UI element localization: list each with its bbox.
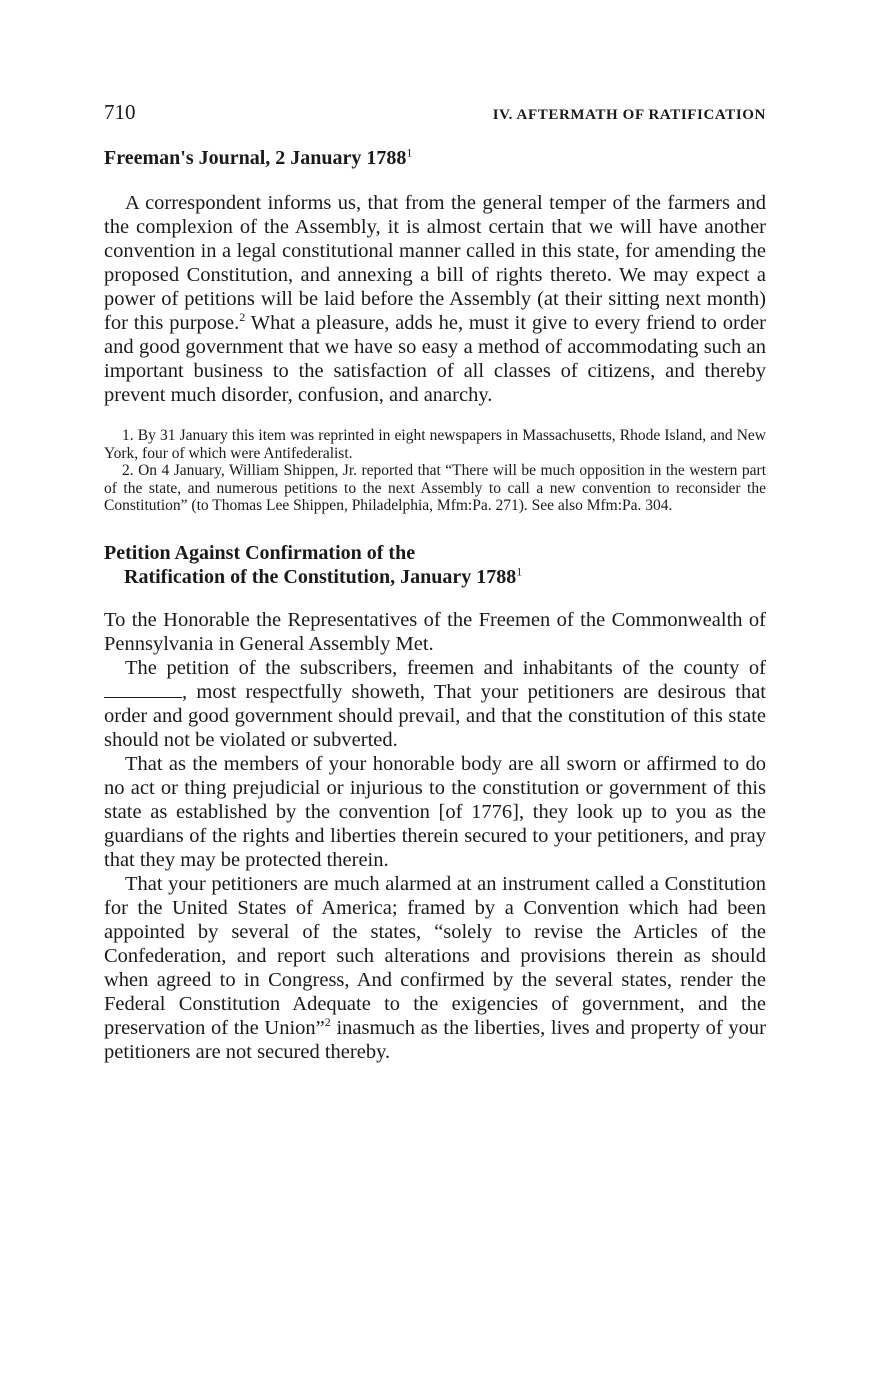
body-text-part: The petition of the subscribers, freemen and inhabitants of the county of: [125, 656, 766, 679]
footnote-ref: 1: [406, 145, 413, 160]
document-page: [104, 100, 766, 1064]
title-line-1: Petition Against Confirmation of the: [104, 541, 416, 564]
county-blank-line: [104, 683, 182, 698]
body-text-part: , most respectfully showeth, That your petitioners are desirous that order and good government should prevail, and that the constitution of this state should not be violated or subverted.: [104, 680, 766, 751]
article-title-text: Freeman's Journal, 2 January 1788: [104, 147, 407, 169]
footnote-ref: 2: [239, 310, 246, 325]
body-text-part: What a pleasure, adds he, must it give to every friend to order and good government that we have so easy a method of accommodating such an important business to the satisfaction of all classes of citizens, and thereby prevent much disorder, confusion, and anarchy.: [104, 312, 766, 406]
footnote-ref: 1: [516, 564, 523, 579]
petition-paragraph-1: [104, 656, 766, 752]
footnotes: [104, 427, 766, 515]
petition-paragraph-3: [104, 872, 766, 1064]
footnote-1: 1. By 31 January this item was reprinted in eight newspapers in Massachusetts, Rhode Island, and New York, four of which were Antifederalist.: [104, 427, 766, 462]
petition-paragraph-2: That as the members of your honorable body are all sworn or affirmed to do no act or thing prejudicial or injurious to the constitution or government of this state as established by the convention [of 1776], they look up to you as the guardians of the rights and liberties therein secured to your petitioners, and pray that they may be protected therein.: [104, 752, 766, 871]
body-text-part: That your petitioners are much alarmed at an instrument called a Constitution for the United States of America; framed by a Convention which had been appointed by several of the states, “solely to revise the Articles of the Confederation, and report such alterations and provisions therein as should when agreed to in Congress, And confirmed by the several states, render the Federal Constitution Adequate to the exigencies of government, and the preservation of the Union”: [104, 872, 766, 1039]
petition-address: To the Honorable the Representatives of the Freemen of the Commonwealth of Pennsylvania in General Assembly Met.: [104, 608, 766, 655]
body-text-part: inasmuch as the liberties, lives and property of your petitioners are not secured thereby.: [104, 1016, 766, 1063]
running-head: [104, 100, 766, 132]
article-body: [104, 191, 766, 407]
section-title: IV. AFTERMATH OF RATIFICATION: [492, 107, 766, 123]
article-title-petition: [104, 541, 766, 589]
body-text-part: A correspondent informs us, that from the general temper of the farmers and the complexion of the Assembly, it is almost certain that we will have another convention in a legal constitutional manner called in this state, for amending the proposed Constitution, and annexing a bill of rights thereto. We may expect a power of petitions will be laid before the Assembly (at their sitting next month) for this purpose.: [104, 192, 766, 334]
footnote-ref: 2: [324, 1015, 331, 1030]
page-number: 710: [104, 100, 136, 124]
footnote-2: 2. On 4 January, William Shippen, Jr. reported that “There will be much opposition in the western part of the state, and numerous petitions to the next Assembly to call a new convention to reconsider the Constitution” (to Thomas Lee Shippen, Philadelphia, Mfm:Pa. 271). See also Mfm:Pa. 304.: [104, 462, 766, 515]
title-line-2: Ratification of the Constitution, January 1788: [124, 565, 517, 588]
article-title-freemans-journal: [104, 146, 766, 170]
